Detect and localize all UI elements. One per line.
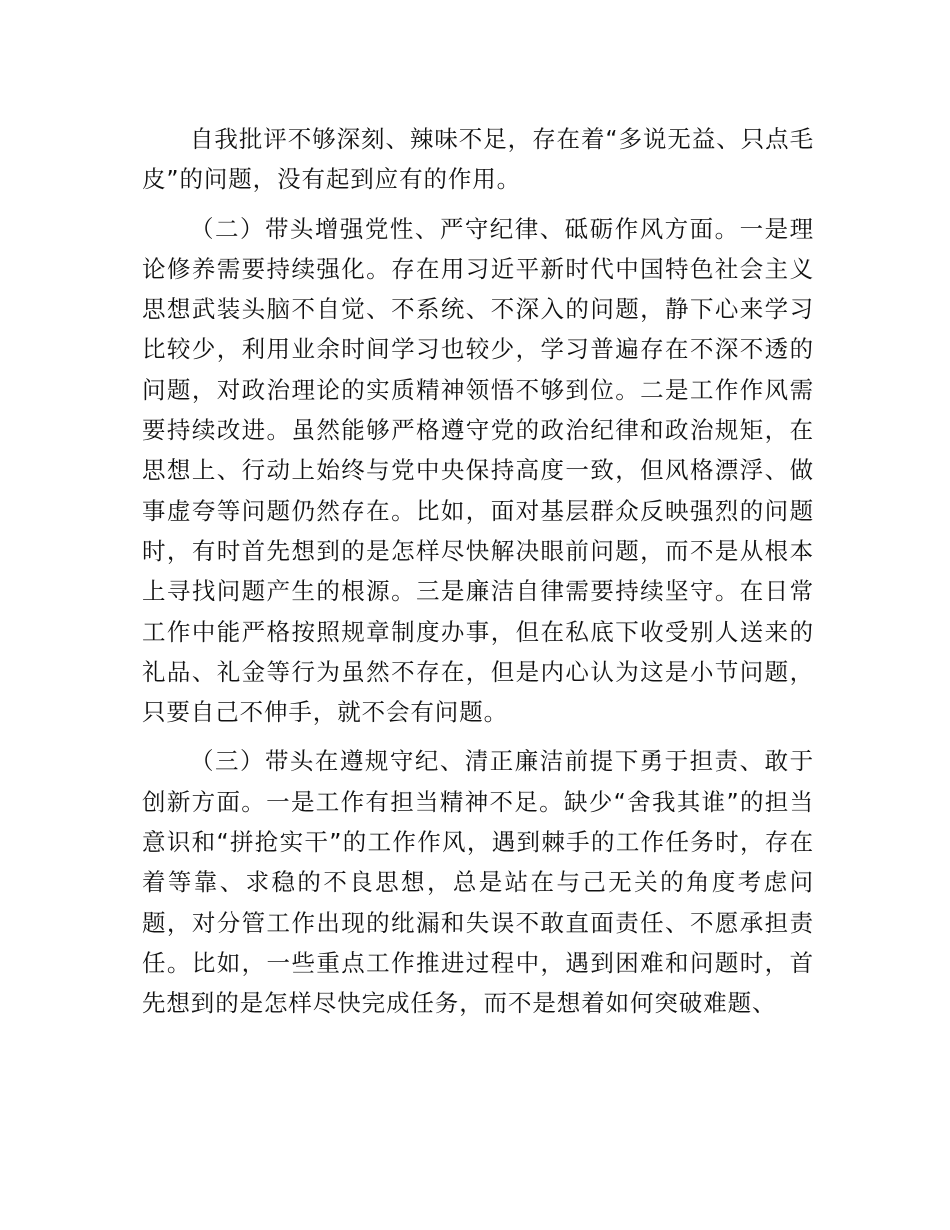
document-page [142, 119, 814, 1024]
paragraph-section-two: （二）带头增强党性、严守纪律、砥砺作风方面。一是理论修养需要持续强化。存在用习近平新时代中国特色社会主义思想武装头脑不自觉、不系统、不深入的问题，静下心来学习比较少，利用业余时间学习也较少，学习普遍存在不深不透的问题，对政治理论的实质精神领悟不够到位。二是工作作风需要持续改进。虽然能够严格遵守党的政治纪律和政治规矩，在思想上、行动上始终与党中央保持高度一致，但风格漂浮、做事虚夸等问题仍然存在。比如，面对基层群众反映强烈的问题时，有时首先想到的是怎样尽快解决眼前问题，而不是从根本上寻找问题产生的根源。三是廉洁自律需要持续坚守。在日常工作中能严格按照规章制度办事，但在私底下收受别人送来的礼品、礼金等行为虽然不存在，但是内心认为这是小节问题，只要自己不伸手，就不会有问题。 [142, 214, 814, 727]
paragraph-self-criticism: 自我批评不够深刻、辣味不足，存在着“多说无益、只点毛皮”的问题，没有起到应有的作用。 [142, 125, 814, 194]
paragraph-section-three: （三）带头在遵规守纪、清正廉洁前提下勇于担责、敢于创新方面。一是工作有担当精神不足。缺少“舍我其谁”的担当意识和“拼抢实干”的工作作风，遇到棘手的工作任务时，存在着等靠、求稳的不良思想，总是站在与己无关的角度考虑问题，对分管工作出现的纰漏和失误不敢直面责任、不愿承担责任。比如，一些重点工作推进过程中，遇到困难和问题时，首先想到的是怎样尽快完成任务，而不是想着如何突破难题、 [142, 747, 814, 1018]
